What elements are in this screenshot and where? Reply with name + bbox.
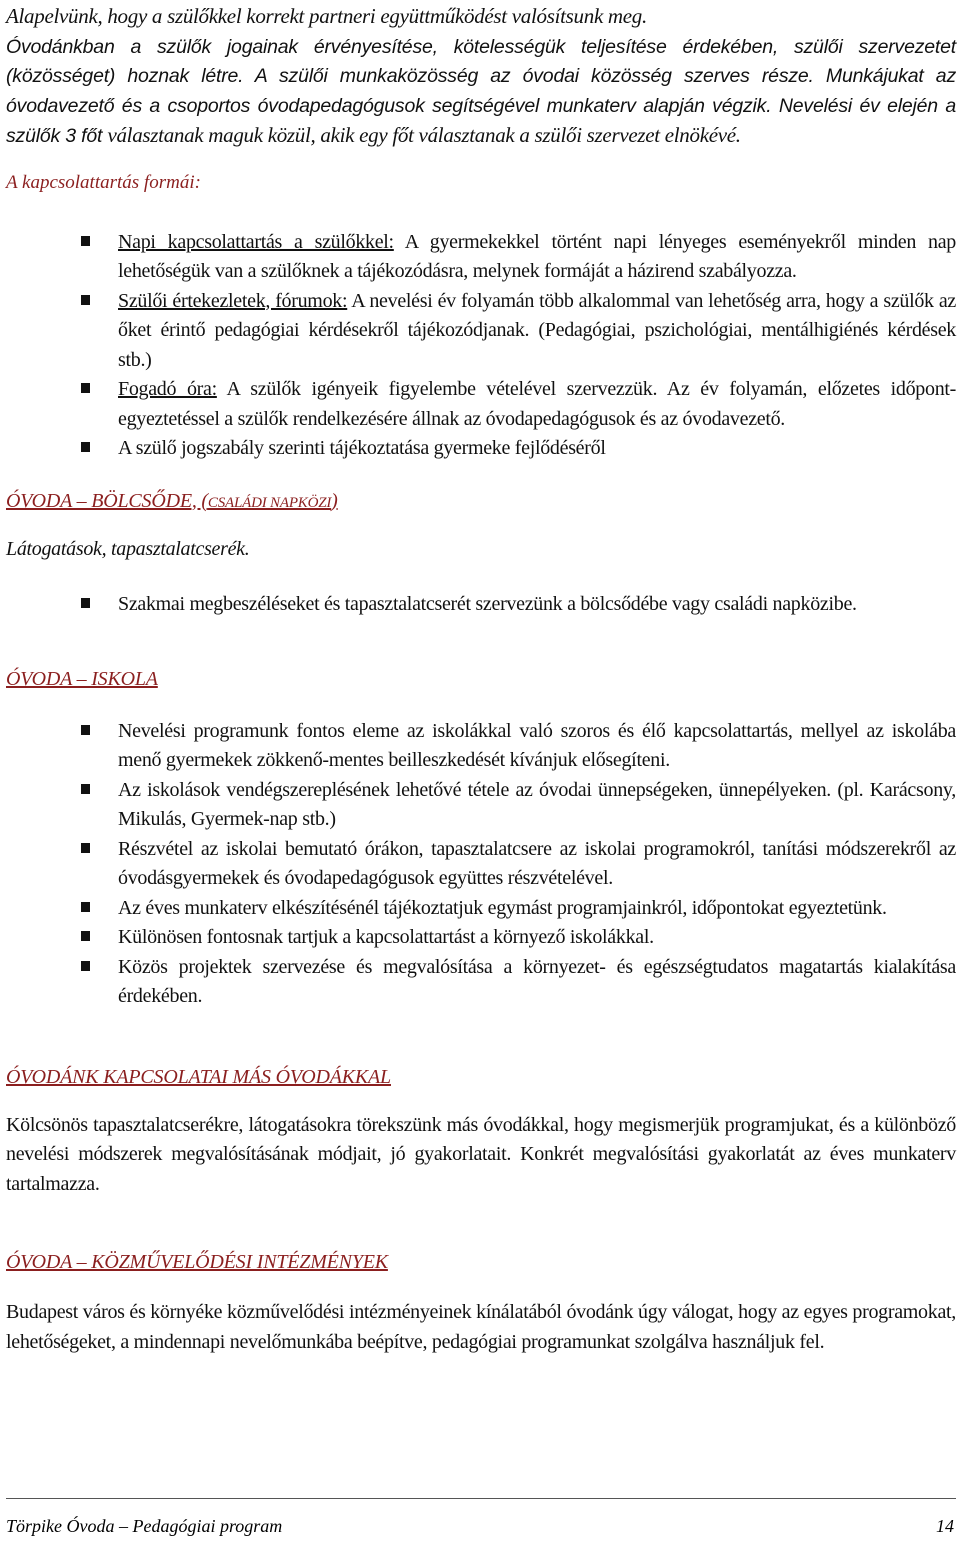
item-text: Különösen fontosnak tartjuk a kapcsolattartást a környező iskolákkal. bbox=[118, 926, 654, 948]
bullet-square-icon bbox=[81, 383, 90, 393]
list-item bbox=[118, 776, 956, 835]
intro-line-2: Óvodánkban a szülők jogainak érvényesítése, kötelességük teljesítése érdekében, szülői szervezetet (közösséget) hoznak létre. A szülői munkaközösség az óvodai közösség szerves része. Munkájukat az óvodavezető és a csoportos óvodapedagógusok segítségével munkaterv alapján végzik. Nevelési év elején a szülők 3 főt bbox=[6, 35, 956, 147]
bolcsode-subtitle: Látogatások, tapasztalatcserék. bbox=[6, 537, 250, 560]
intro-paragraph bbox=[6, 0, 956, 152]
bullet-square-icon bbox=[81, 442, 90, 452]
forms-heading: A kapcsolattartás formái: bbox=[6, 171, 201, 193]
section-heading-kozmuvelodes: ÓVODA – KÖZMŰVELŐDÉSI INTÉZMÉNYEK bbox=[6, 1251, 388, 1273]
item-text: Nevelési programunk fontos eleme az iskolákkal való szoros és élő kapcsolattartás, mellyel az iskolába menő gyermekek zökkenő-mentes beilleszkedését kívánjuk elősegíteni. bbox=[118, 719, 956, 771]
bullet-square-icon bbox=[81, 598, 90, 608]
list-item bbox=[118, 717, 956, 776]
page-number: 14 bbox=[936, 1516, 954, 1536]
page-footer bbox=[6, 1516, 956, 1537]
bolcsode-list bbox=[6, 590, 956, 620]
item-text: Részvétel az iskolai bemutató órákon, tapasztalatcsere az iskolai programokról, tanítási módszerekről az óvodásgyermekek és óvodapedagógusok együttes részvételével. bbox=[118, 837, 956, 889]
list-item bbox=[118, 228, 956, 287]
item-text: Szakmai megbeszéléseket és tapasztalatcserét szervezünk a bölcsődébe vagy családi napközibe. bbox=[118, 593, 857, 615]
bullet-square-icon bbox=[81, 236, 90, 246]
item-text: Az iskolások vendégszereplésének lehetővé tétele az óvodai ünnepségeken, ünnepélyeken. (pl. Karácsony, Mikulás, Gyermek-nap stb.) bbox=[118, 778, 956, 830]
section-heading-iskola: ÓVODA – ISKOLA bbox=[6, 667, 158, 690]
list-item bbox=[118, 923, 956, 953]
list-item bbox=[118, 894, 956, 924]
section-heading-ovodak: ÓVODÁNK KAPCSOLATAI MÁS ÓVODÁKKAL bbox=[6, 1065, 391, 1088]
document-page bbox=[6, 0, 956, 1357]
item-label: Napi kapcsolattartás a szülőkkel: bbox=[118, 230, 394, 253]
bullet-square-icon bbox=[81, 725, 90, 735]
bullet-square-icon bbox=[81, 931, 90, 941]
forms-list bbox=[6, 228, 956, 464]
intro-line-1: Alapelvünk, hogy a szülőkkel korrekt partneri együttműködést valósítsunk meg. bbox=[6, 4, 647, 28]
list-item bbox=[118, 590, 956, 620]
item-text: A nevelési év folyamán több alkalommal van lehetőség arra, hogy a szülők az őket érintő pedagógiai kérdésekről tájékozódjanak. (Pedagógiai, pszichológiai, mentálhigiénés kérdések stb.) bbox=[118, 289, 956, 371]
item-text: A szülők igényeik figyelembe vételével szervezzük. Az év folyamán, előzetes időpont-egyeztetéssel a szülők rendelkezésére állnak az óvodapedagógusok és az óvodavezető. bbox=[118, 378, 957, 430]
item-text: Az éves munkaterv elkészítésénél tájékoztatjuk egymást programjainkról, időpontokat egyeztetünk. bbox=[118, 896, 887, 919]
bullet-square-icon bbox=[81, 784, 90, 794]
item-label: Fogadó óra: bbox=[118, 378, 217, 400]
list-item bbox=[118, 434, 956, 464]
item-text: Közös projektek szervezése és megvalósítása a környezet- és egészségtudatos magatartás kialakítása érdekében. bbox=[118, 955, 956, 1007]
heading-end: ) bbox=[331, 489, 338, 512]
iskola-list bbox=[6, 717, 956, 1012]
section-heading-bolcsode bbox=[6, 490, 956, 513]
bullet-square-icon bbox=[81, 843, 90, 853]
list-item bbox=[118, 375, 956, 434]
list-item bbox=[118, 835, 956, 894]
list-item bbox=[118, 953, 956, 1012]
item-text: A szülő jogszabály szerinti tájékoztatása gyermeke fejlődéséről bbox=[118, 437, 606, 459]
footer-divider bbox=[6, 1498, 956, 1499]
heading-main: ÓVODA – BÖLCSŐDE, ( bbox=[6, 489, 208, 512]
item-label: Szülői értekezletek, fórumok: bbox=[118, 289, 348, 312]
kozmuvelodes-paragraph: Budapest város és környéke közművelődési intézményeinek kínálatából óvodánk úgy válogat, hogy az egyes programokat, lehetőségeket, a mindennapi nevelőmunkába beépítve, pedagógiai programunkat szolgálva használjuk fel. bbox=[6, 1301, 956, 1353]
footer-title: Törpike Óvoda – Pedagógiai program bbox=[6, 1516, 283, 1536]
item-text: A gyermekekkel történt napi lényeges eseményekről minden nap lehetőségük van a szülőknek a tájékozódásra, melynek formáját a házirend szabályozza. bbox=[118, 230, 956, 282]
ovodak-paragraph: Kölcsönös tapasztalatcserékre, látogatásokra törekszünk más óvodákkal, hogy megismerjük programjukat, és a különböző nevelési módszerek megvalósításának módjait, jó gyakorlatait. Konkrét megvalósítási gyakorlatát az éves munkaterv tartalmazza. bbox=[6, 1113, 956, 1195]
bullet-square-icon bbox=[81, 295, 90, 305]
bullet-square-icon bbox=[81, 902, 90, 912]
heading-small-caps: CSALÁDI NAPKÖZI bbox=[207, 494, 332, 511]
intro-line-3: választanak maguk közül, akik egy főt választanak a szülői szervezet elnökévé. bbox=[107, 123, 741, 147]
list-item bbox=[118, 287, 956, 376]
bullet-square-icon bbox=[81, 961, 90, 971]
